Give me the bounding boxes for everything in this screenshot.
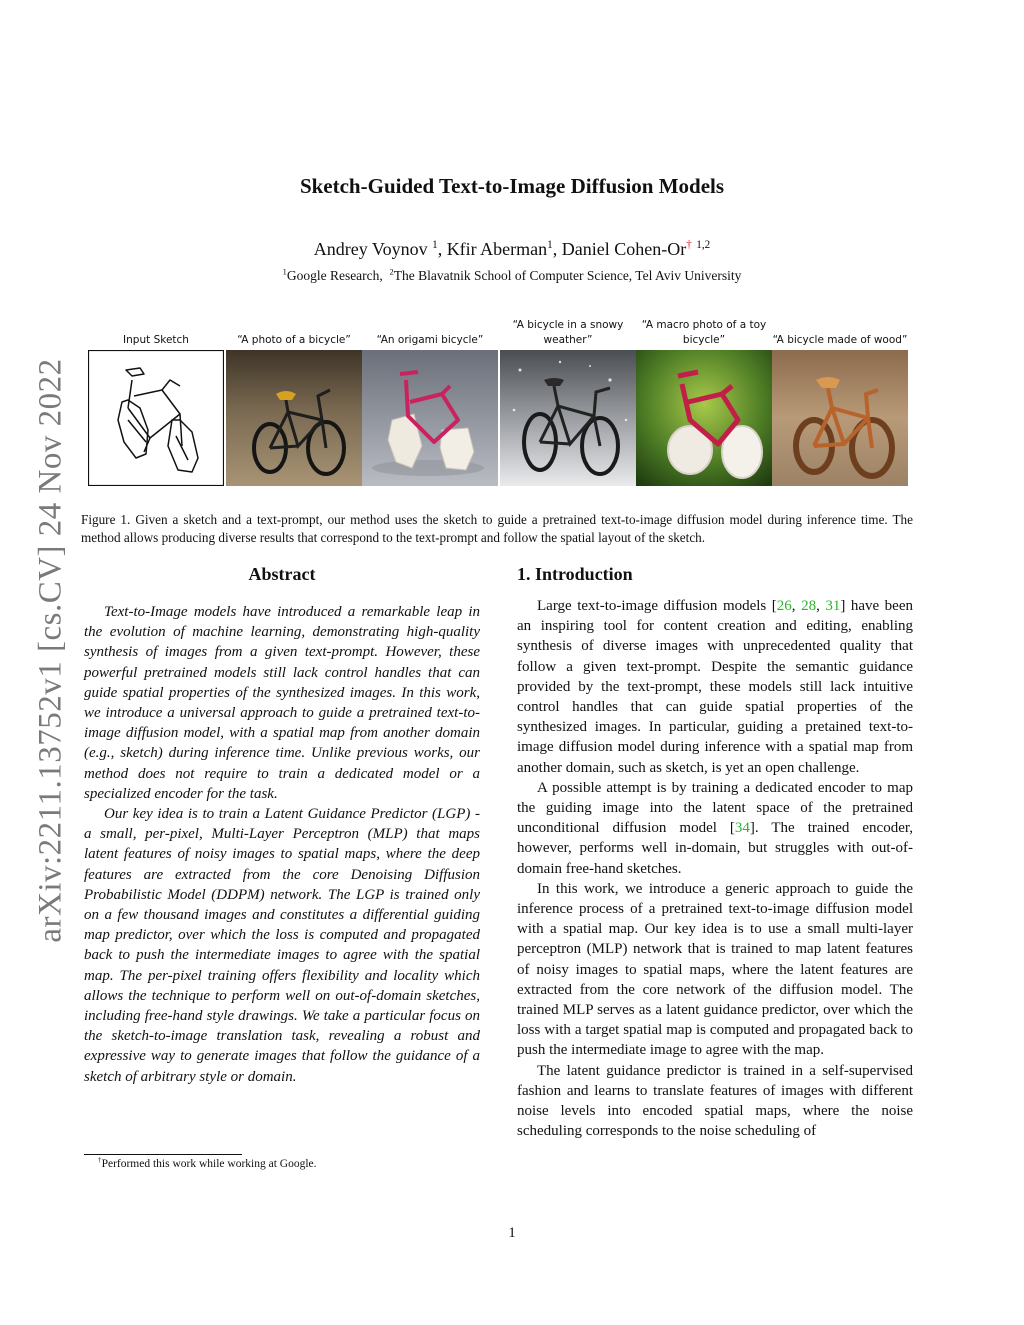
result-snowy-bicycle (500, 350, 636, 486)
intro-text: A possible attempt is by training a dedicated encoder to map the guiding image into the latent space of the pretrained unconditional diffusion model [ (517, 779, 913, 837)
panel-label: “A bicycle in a snowy weather” (512, 319, 624, 346)
result-photo-bicycle (226, 350, 362, 486)
affil-mark: 1 (282, 267, 287, 277)
author-name: Daniel Cohen-Or (561, 239, 687, 259)
intro-paragraph: In this work, we introduce a generic approach to guide the inference process of a pretrained text-to-image diffusion model with a spatial map. Our key idea is to use a small multi-layer perceptron (MLP) network that is trained to map latent features of noisy images to spatial maps, where the latent features are extracted from the core network of the diffusion model. The trained MLP serves as a latent guidance predictor, over which the loss with a target spatial map is computed and propagated back to push the intermediate image to agree with the map. (517, 880, 913, 1059)
intro-paragraph: The latent guidance predictor is trained in a self-supervised fashion and learns to translate features of images with different noise levels into encoded spatial maps, where the noise scheduling corresponds to the noise scheduling of (517, 1062, 913, 1140)
page-number: 1 (508, 1225, 516, 1241)
author-name: Andrey Voynov (313, 239, 428, 259)
dagger-mark: † (686, 239, 692, 251)
citation-sep: , (791, 598, 802, 614)
citation-link[interactable]: 26 (776, 598, 792, 614)
affil-mark: 2 (389, 267, 394, 277)
abstract-paragraph: Our key idea is to train a Latent Guidance Predictor (LGP) - a small, per-pixel, Multi-Layer Perceptron (MLP) that maps latent features of noisy images to spatial maps, where the deep features are extracted from the core Denoising Diffusion Probabilistic Model (DDPM) network. The LGP is trained only on a few thousand images and constitutes a differential guiding map predictor, over which the loss is computed and propagated back to push the intermediate images to agree with the spatial map. The per-pixel training offers flexibility and locality which allows the technique to perform well on out-of-domain sketches, including free-hand style drawings. We take a particular focus on the sketch-to-image translation task, revealing a robust and expressive way to generate images that follow the guidance of a sketch of arbitrary style or domain. (84, 806, 480, 1085)
result-wooden-bicycle (772, 350, 908, 486)
author-list: Andrey Voynov $^1$, Kfir Aberman$^1$, Daniel Cohen-Or† $^{1,2}$ (313, 239, 711, 259)
panel-label: “A bicycle made of wood” (772, 334, 908, 346)
affil-text: Google Research, (286, 268, 383, 283)
figure-caption: Figure 1. Given a sketch and a text-prompt, our method uses the sketch to guide a pretrained text-to-image diffusion model during inference time. The method allows producing diverse results that correspond to the text-prompt and follow the spatial layout of the sketch. (81, 512, 913, 545)
intro-text: Large text-to-image diffusion models [ (537, 598, 777, 614)
citation-link[interactable]: 34 (734, 820, 750, 837)
panel-label: “A photo of a bicycle” (237, 334, 351, 346)
panel-label: “An origami bicycle” (376, 334, 484, 346)
abstract-body (84, 602, 480, 1087)
affil-text: The Blavatnik School of Computer Science, Tel Aviv University (393, 268, 742, 283)
arxiv-watermark (30, 350, 72, 950)
abstract-paragraph: Text-to-Image models have introduced a remarkable leap in the evolution of machine learning, demonstrating high-quality synthesis of images from a given text-prompt. However, these powerful pretrained models still lack control handles that can guide spatial properties of the synthesized images. In this work, we introduce a universal approach to guide a pretrained text-to-image diffusion model, with a spatial map from another domain (e.g., sketch) during inference time. Unlike previous works, our method does not require to train a dedicated model or a specialized encoder for the task. (84, 604, 480, 802)
arxiv-id: arXiv:2211.13752v1 [cs.CV] 24 Nov 2022 (32, 357, 69, 943)
footnote-text: Performed this work while working at Google. (101, 1158, 317, 1170)
figure-1 (88, 350, 908, 486)
result-origami-bicycle (362, 350, 498, 486)
intro-paragraph (517, 596, 913, 778)
author-affil-mark: 1 (547, 239, 553, 251)
panel-label: Input Sketch (123, 334, 189, 346)
author-affil-mark: 1,2 (696, 239, 711, 251)
introduction-body (517, 596, 913, 1141)
citation-link[interactable]: 28 (801, 598, 817, 614)
intro-paragraph (517, 778, 913, 879)
panel-label: “A macro photo of a toy bicycle” (641, 319, 767, 346)
author-affil-mark: 1 (432, 239, 438, 251)
abstract-heading: Abstract (248, 564, 316, 584)
author-name: Kfir Aberman (446, 239, 548, 259)
citation-link[interactable]: 31 (825, 598, 841, 614)
figure-panel-labels (88, 318, 908, 348)
intro-text: ] have been an inspiring tool for content creation and editing, enabling synthesis of diverse images with unprecedented quality that follow a given text-prompt. Despite the semantic guidance provided by the text-prompt, these models still lack intuitive control handles that can guide spatial properties of the synthesized images. In particular, guiding a pretained text-to-image diffusion model during inference with a spatial map from another domain, such as sketch, is yet an open challenge. (517, 598, 913, 776)
intro-text: ]. The trained encoder, however, performs well in-domain, but struggles with out-of-domain free-hand sketches. (517, 820, 913, 877)
citation-sep: , (816, 598, 826, 614)
result-toy-bicycle (636, 350, 772, 486)
footnote (98, 1158, 317, 1170)
paper-title: Sketch-Guided Text-to-Image Diffusion Models (299, 174, 725, 198)
affiliations (0, 268, 1024, 284)
footnote-mark: † (98, 1156, 102, 1165)
introduction-heading: 1. Introduction (517, 564, 633, 584)
input-sketch-image (88, 350, 224, 486)
footnote-divider (84, 1154, 242, 1155)
